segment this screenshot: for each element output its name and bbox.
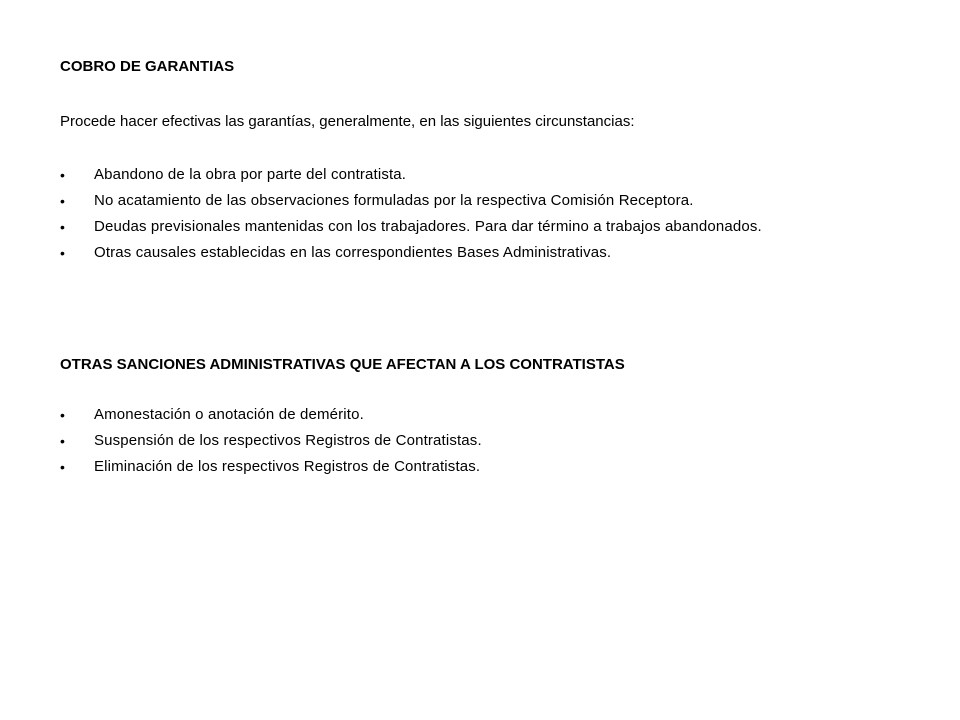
- list-item-text: Amonestación o anotación de demérito.: [94, 406, 364, 423]
- section1-heading: COBRO DE GARANTIAS: [60, 58, 235, 75]
- list-item-text: Deudas previsionales mantenidas con los trabajadores. Para dar término a trabajos abandonados.: [94, 218, 762, 235]
- section1-intro: Procede hacer efectivas las garantías, generalmente, en las siguientes circunstancias:: [60, 113, 635, 130]
- list-item-text: Abandono de la obra por parte del contratista.: [94, 166, 407, 183]
- list-item-text: Otras causales establecidas en las correspondientes Bases Administrativas.: [94, 244, 612, 261]
- bullet-icon: •: [60, 219, 65, 235]
- list-item-text: Eliminación de los respectivos Registros de Contratistas.: [94, 458, 481, 475]
- bullet-icon: •: [60, 433, 65, 449]
- bullet-icon: •: [60, 167, 65, 183]
- bullet-icon: •: [60, 245, 65, 261]
- bullet-icon: •: [60, 459, 65, 475]
- bullet-icon: •: [60, 193, 65, 209]
- bullet-icon: •: [60, 407, 65, 423]
- list-item-text: No acatamiento de las observaciones formuladas por la respectiva Comisión Receptora.: [94, 192, 694, 209]
- list-item-text: Suspensión de los respectivos Registros de Contratistas.: [94, 432, 482, 449]
- section2-heading: OTRAS SANCIONES ADMINISTRATIVAS QUE AFECTAN A LOS CONTRATISTAS: [60, 356, 625, 373]
